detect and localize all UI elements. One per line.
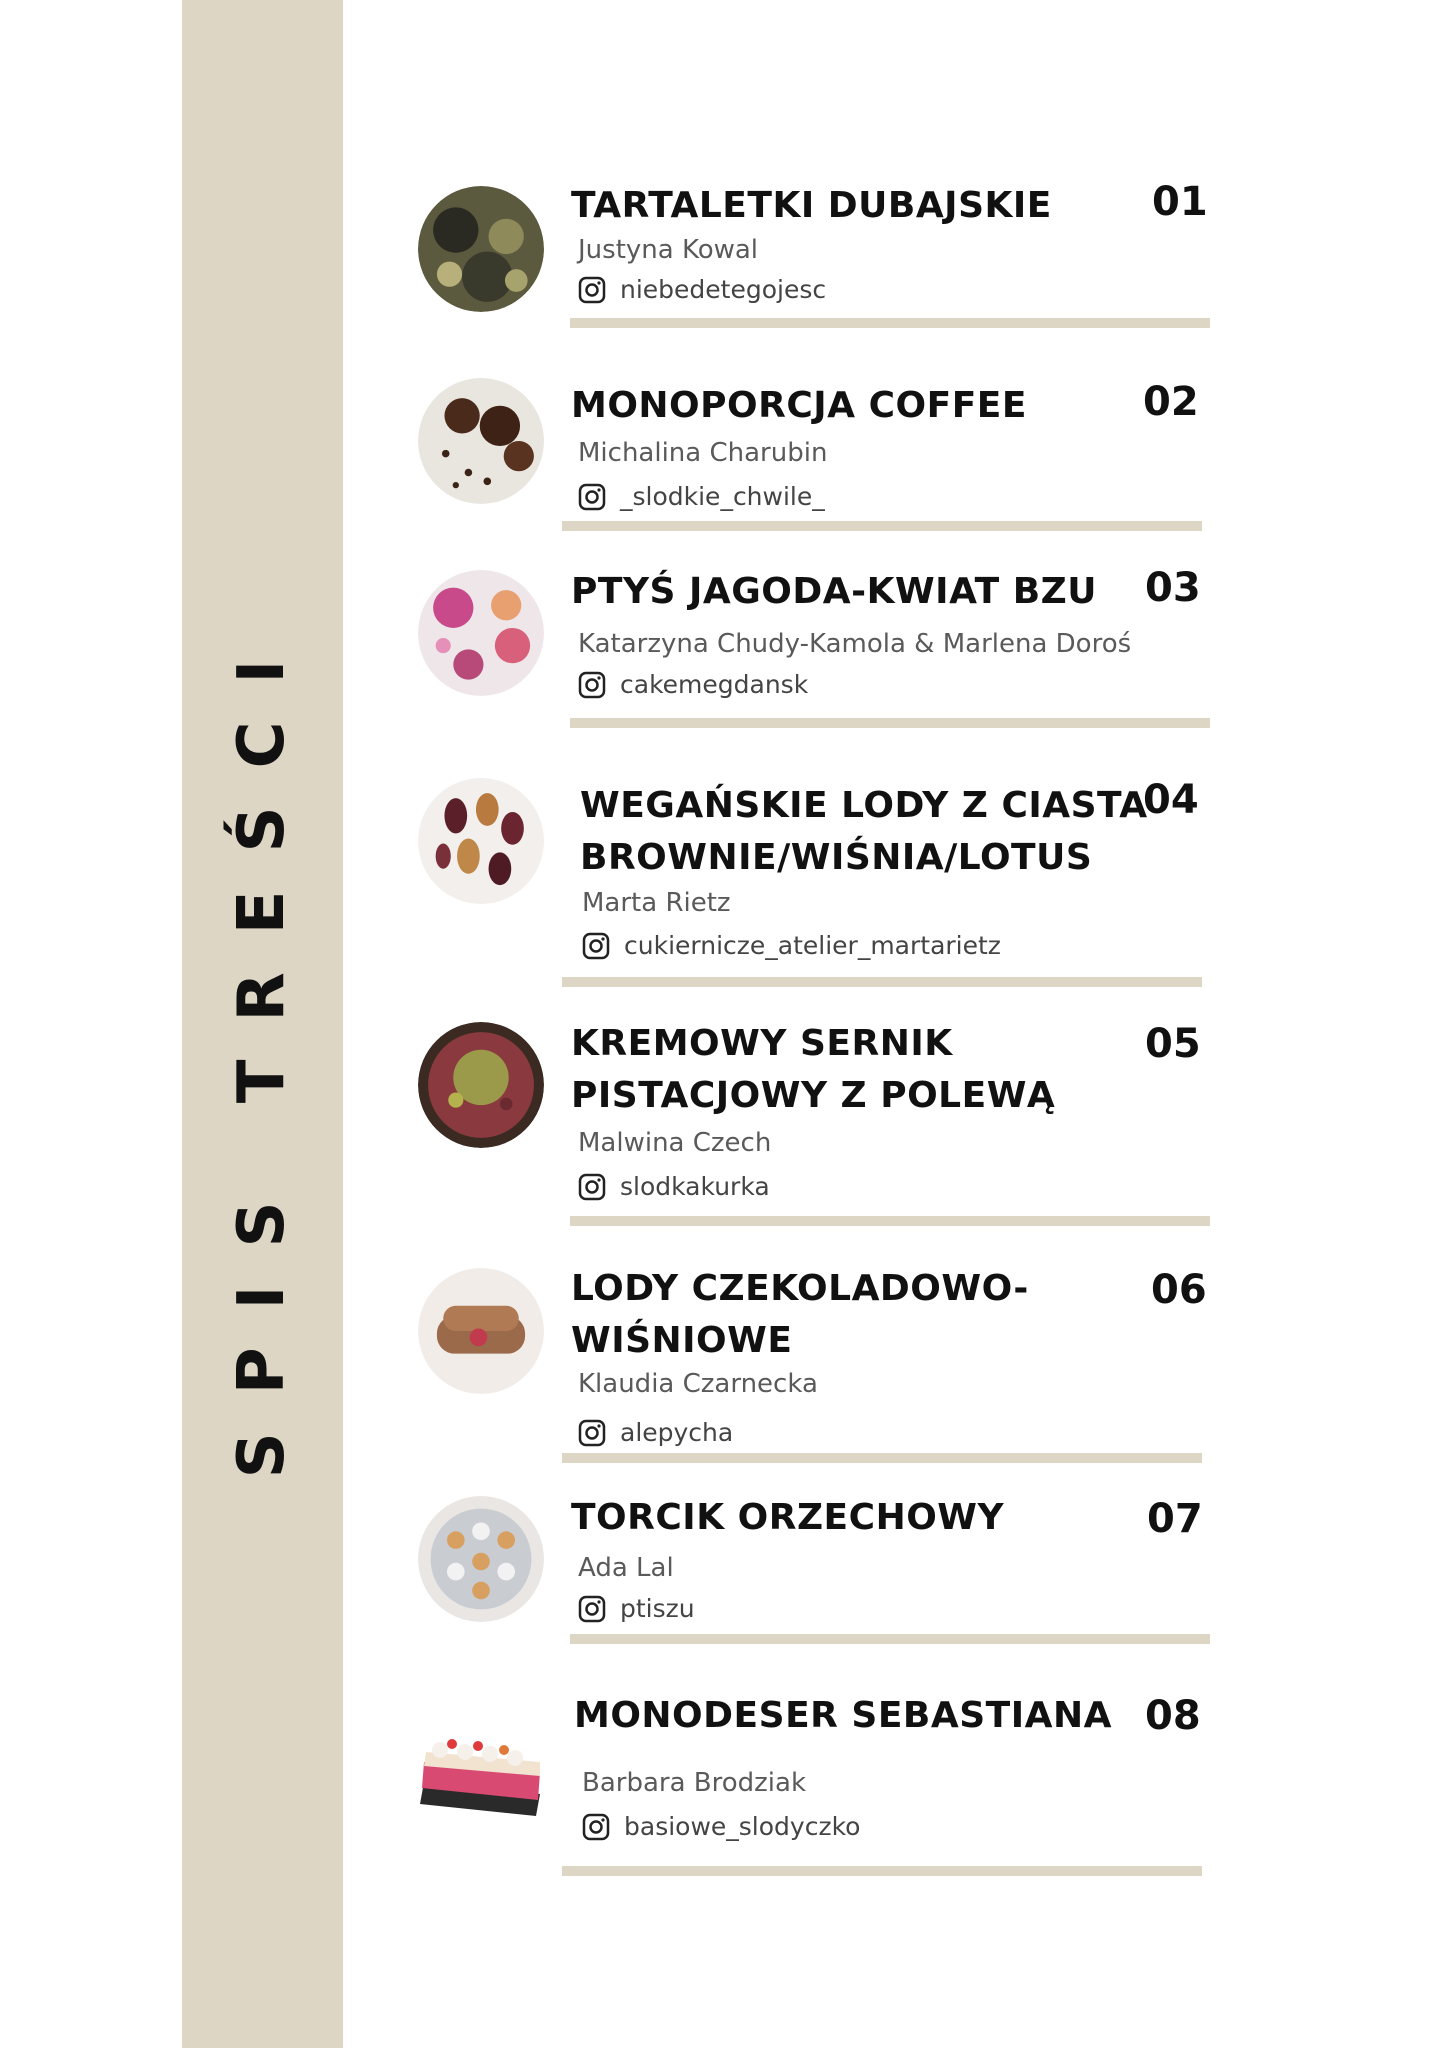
- divider-rule: [562, 1866, 1202, 1876]
- entry-number: 01: [1152, 179, 1208, 225]
- instagram-handle: niebedetegojesc: [620, 275, 827, 304]
- entry-number: 05: [1145, 1021, 1201, 1067]
- entry-author: Ada Lal: [578, 1553, 674, 1583]
- entry-number: 02: [1143, 379, 1199, 425]
- instagram-handle: _slodkie_chwile_: [620, 482, 825, 511]
- dessert-photo-thumbnail: [418, 1496, 544, 1622]
- dessert-photo-thumbnail: [418, 378, 544, 504]
- instagram-icon: [578, 483, 606, 511]
- entry-title: [580, 780, 1148, 884]
- entry-author: Barbara Brodziak: [582, 1768, 807, 1798]
- page-title: SPIS TREŚCI: [225, 621, 299, 1479]
- entry-author: Marta Rietz: [582, 888, 731, 918]
- entry-instagram[interactable]: [578, 1594, 695, 1623]
- instagram-icon: [578, 1173, 606, 1201]
- entry-title: PTYŚ JAGODA-KWIAT BZU: [571, 571, 1097, 612]
- divider-rule: [570, 1634, 1210, 1644]
- entry-number: 06: [1151, 1267, 1207, 1313]
- entry-title-line: KREMOWY SERNIK: [571, 1023, 953, 1064]
- dessert-photo-thumbnail: [418, 1268, 544, 1394]
- entry-title-line: BROWNIE/WIŚNIA/LOTUS: [580, 837, 1093, 878]
- entry-author: Klaudia Czarnecka: [578, 1369, 818, 1399]
- instagram-handle: slodkakurka: [620, 1172, 770, 1201]
- divider-rule: [570, 1216, 1210, 1226]
- instagram-icon: [578, 1595, 606, 1623]
- entry-title-line: WIŚNIOWE: [571, 1320, 793, 1361]
- instagram-icon: [578, 1419, 606, 1447]
- entry-title: [571, 1018, 1055, 1122]
- entry-number: 03: [1145, 565, 1201, 611]
- entry-instagram[interactable]: [578, 1418, 733, 1447]
- entry-title-line: WEGAŃSKIE LODY Z CIASTA: [580, 785, 1148, 826]
- divider-rule: [562, 521, 1202, 531]
- dessert-photo-thumbnail: [410, 1708, 546, 1828]
- dessert-photo-thumbnail: [418, 1022, 544, 1148]
- instagram-handle: alepycha: [620, 1418, 734, 1447]
- instagram-handle: ptiszu: [620, 1594, 695, 1623]
- divider-rule: [570, 318, 1210, 328]
- divider-rule: [570, 718, 1210, 728]
- entry-title-line: LODY CZEKOLADOWO-: [571, 1268, 1029, 1309]
- divider-rule: [562, 1453, 1202, 1463]
- instagram-icon: [582, 1813, 610, 1841]
- entry-instagram[interactable]: [582, 931, 1001, 960]
- entry-instagram[interactable]: [582, 1812, 860, 1841]
- entry-title-line: PISTACJOWY Z POLEWĄ: [571, 1075, 1056, 1116]
- dessert-photo-thumbnail: [418, 186, 544, 312]
- dessert-photo-thumbnail: [418, 778, 544, 904]
- entry-number: 07: [1147, 1496, 1203, 1542]
- entry-title: [571, 1263, 1029, 1367]
- entry-title: TARTALETKI DUBAJSKIE: [571, 185, 1052, 226]
- instagram-icon: [578, 276, 606, 304]
- entry-title: MONOPORCJA COFFEE: [571, 385, 1027, 426]
- entry-instagram[interactable]: [578, 1172, 770, 1201]
- entry-instagram[interactable]: [578, 482, 825, 511]
- instagram-handle: cukiernicze_atelier_martarietz: [624, 931, 1001, 960]
- instagram-handle: cakemegdansk: [620, 670, 809, 699]
- entry-author: Katarzyna Chudy-Kamola & Marlena Doroś: [578, 629, 1132, 659]
- entry-instagram[interactable]: [578, 275, 826, 304]
- divider-rule: [562, 977, 1202, 987]
- entry-author: Malwina Czech: [578, 1128, 772, 1158]
- entry-number: 04: [1143, 777, 1199, 823]
- instagram-handle: basiowe_slodyczko: [624, 1812, 861, 1841]
- entry-author: Justyna Kowal: [578, 235, 759, 265]
- entry-instagram[interactable]: [578, 670, 808, 699]
- dessert-photo-thumbnail: [418, 570, 544, 696]
- instagram-icon: [582, 932, 610, 960]
- entry-author: Michalina Charubin: [578, 438, 828, 468]
- entry-number: 08: [1145, 1693, 1201, 1739]
- entry-title: MONODESER SEBASTIANA: [574, 1695, 1112, 1736]
- entry-title: TORCIK ORZECHOWY: [571, 1497, 1005, 1538]
- instagram-icon: [578, 671, 606, 699]
